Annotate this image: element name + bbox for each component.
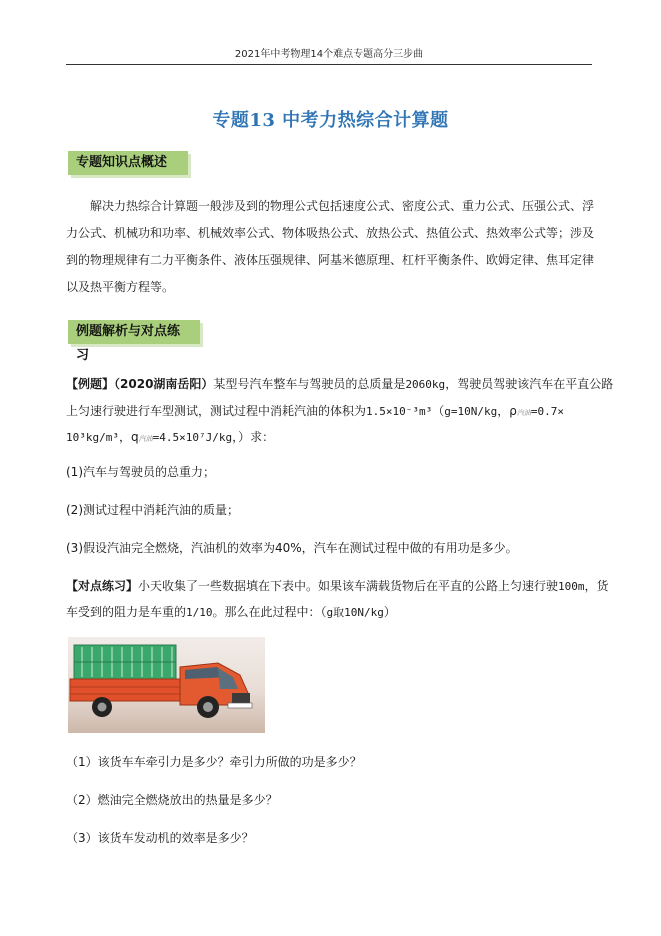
truck-photo [68, 637, 265, 733]
page-header: 2021年中考物理14个难点专题高分三步曲 [66, 48, 592, 65]
example-mass: 2060kg [405, 378, 446, 391]
practice-g-hint: g取10N/kg [326, 606, 384, 619]
example-text-1: 某型号汽车整车与驾驶员的总质量是 [213, 377, 406, 391]
practice-question-1: （1）该货车车牵引力是多少？牵引力所做的功是多少？ [66, 755, 362, 769]
example-source: （2020湖南岳阳） [114, 377, 214, 391]
section-tag-examples: 例题解析与对点练习 [68, 320, 200, 344]
practice-text-2: 车受到的阻力是车重的 [66, 605, 187, 619]
practice-text-2-end: ） [383, 605, 396, 619]
example-volume: 1.5×10⁻³m³ [366, 405, 433, 418]
example-text-2c: ，ρ [497, 404, 517, 418]
example-g: g=10N/kg [444, 405, 498, 418]
example-text-2b: （ [432, 404, 445, 418]
example-text-3b: ，q [118, 430, 139, 444]
example-line-1 [66, 375, 614, 394]
truck-bed [70, 679, 180, 701]
practice-question-2: （2）燃油完全燃烧放出的热量是多少？ [66, 793, 278, 807]
practice-distance: 100m [558, 580, 585, 593]
example-question-3: (3)假设汽油完全燃烧，汽油机的效率为40%，汽车在测试过程中做的有用功是多少。 [66, 541, 518, 555]
example-tag: 【例题】 [66, 377, 115, 391]
example-line-3 [66, 428, 596, 448]
example-rho-value: =0.7× [530, 405, 564, 418]
practice-tag: 【对点练习】 [66, 579, 139, 593]
practice-line-1 [66, 577, 609, 596]
example-line-2 [66, 402, 596, 422]
practice-text-1-tail: ，货 [584, 579, 609, 593]
example-rho-sub: 汽油 [516, 409, 531, 417]
practice-text-1: 小天收集了一些数据填在下表中。如果该车满载货物后在平直的公路上匀速行驶 [138, 579, 559, 593]
example-q-value: =4.5×10⁷J/kg [152, 431, 233, 444]
overview-paragraph: 解决力热综合计算题一般涉及到的物理公式包括速度公式、密度公式、重力公式、压强公式、浮力公式、机械功和功率、机械效率公式、物体吸热公式、放热公式、热值公式、热效率公式等；涉及到的物理规律有二力平衡条件、液体压强规律、阿基米德原理、杠杆平衡条件、欧姆定律、焦耳定律以及热平衡方程等。 [66, 199, 595, 294]
practice-fraction: 1/10 [186, 606, 213, 619]
cargo-boxes [74, 645, 176, 679]
section-tag-overview: 专题知识点概述 [68, 151, 188, 175]
example-text-3c: ，）求： [232, 430, 275, 444]
example-text-2a: 上匀速行驶进行车型测试，测试过程中消耗汽油的体积为 [66, 404, 367, 418]
example-question-1: (1)汽车与驾驶员的总重力； [66, 465, 215, 479]
truck-illustration [68, 637, 265, 733]
page-title: 专题13 中考力热综合计算题 [212, 110, 449, 131]
practice-text-2-tail: 。那么在此过程中：（ [212, 605, 327, 619]
example-question-2: (2)测试过程中消耗汽油的质量； [66, 503, 239, 517]
practice-line-2 [66, 603, 596, 622]
example-text-1-tail: ，驾驶员驾驶该汽车在平直公路 [445, 377, 614, 391]
example-q-sub: 汽油 [138, 435, 153, 443]
example-rho-unit: 10³kg/m³ [66, 431, 119, 444]
practice-question-3: （3）该货车发动机的效率是多少？ [66, 831, 254, 845]
